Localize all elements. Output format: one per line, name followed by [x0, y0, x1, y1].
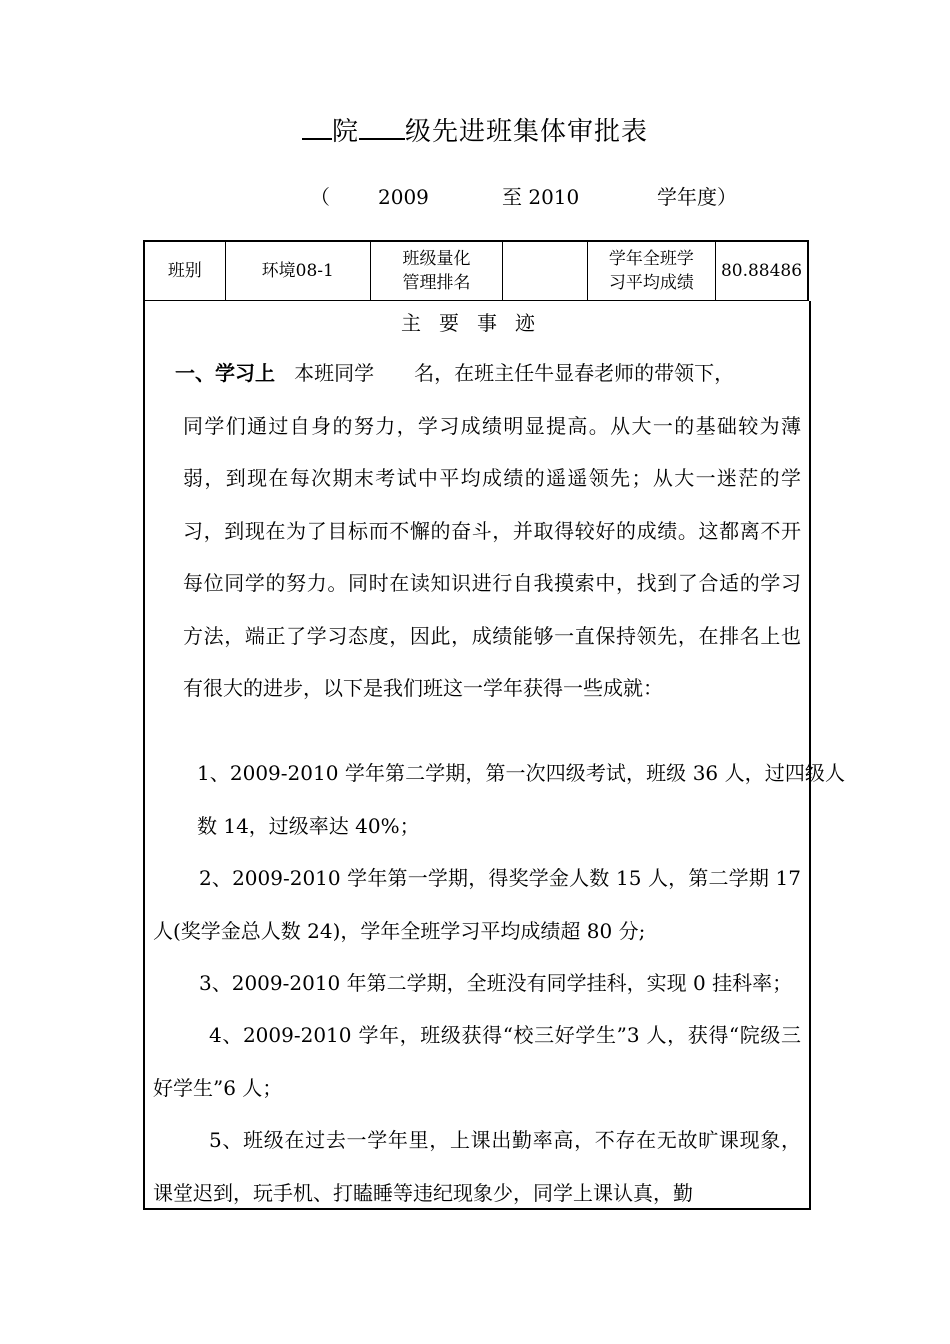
achievement-item-3: [153, 957, 847, 1010]
form-title: [0, 112, 950, 150]
study-paragraph: [175, 347, 801, 715]
achievement-item-4: [153, 1009, 801, 1114]
class-value: 环境08-1: [225, 241, 370, 301]
title-text: 级先进班集体审批表: [405, 117, 649, 147]
rank-label: [370, 241, 502, 301]
achievement-text-4: 4、2009-2010 学年，班级获得“校三好学生”3 人，获得“院级三好学生”6 人；: [153, 1023, 801, 1100]
year-end: 学年度）: [657, 185, 737, 209]
title-college-suffix: 院: [331, 117, 359, 147]
main-deeds-box: [143, 301, 845, 1210]
achievement-item-2: [153, 852, 801, 957]
study-body: 同学们通过自身的努力，学习成绩明显提高。从大一的基础较为薄弱，到现在每次期末考试中平均成绩的遥遥领先；从大一迷茫的学习，到现在为了目标而不懈的奋斗，并取得较好的成绩。这都离不开每位同学的努力。同时在读知识进行自我摸索中，找到了合适的学习方法，端正了学习态度，因此，成绩能够一直保持领先，在排名上也有很大的进步，以下是我们班这一学年获得一些成就：: [183, 413, 801, 700]
achievement-text-1: 1、2009-2010 学年第二学期，第一次四级考试，班级 36 人，过四级人数 14，过级率达 40%；: [197, 761, 845, 838]
study-lead: 一、学习上: [175, 361, 275, 385]
info-row: [144, 241, 808, 301]
rank-label-line1: 班级量化: [402, 249, 471, 269]
college-blank: [302, 112, 332, 140]
class-info-table: [143, 240, 809, 301]
section-title: 主要事迹: [401, 311, 553, 335]
avg-label: [587, 241, 715, 301]
achievement-text-5: 5、班级在过去一学年里，上课出勤率高，不存在无故旷课现象，课堂迟到，玩手机、打瞌睡等违纪现象少，同学上课认真，勤: [153, 1128, 801, 1205]
rank-value: [503, 241, 587, 301]
grade-blank: [359, 112, 405, 140]
year-open: （: [310, 185, 330, 209]
achievement-text-3: 3、2009-2010 年第二学期，全班没有同学挂科，实现 0 挂科率；: [199, 971, 793, 995]
avg-label-line2: 习平均成绩: [608, 273, 694, 293]
avg-value: 80.88486: [716, 241, 809, 301]
year-start: 2009: [378, 185, 429, 209]
rank-label-line2: 管理排名: [402, 273, 471, 293]
study-line1: 本班同学 名，在班主任牛显春老师的带领下，: [294, 361, 735, 385]
achievement-item-1: [153, 747, 845, 852]
class-label: 班别: [144, 241, 225, 301]
year-to: 至 2010: [502, 185, 580, 209]
achievement-item-5: [153, 1114, 801, 1219]
avg-label-line1: 学年全班学: [608, 249, 694, 269]
achievement-text-2: 2、2009-2010 学年第一学期，得奖学金人数 15 人，第二学期 17 人(奖学金总人数 24)，学年全班学习平均成绩超 80 分;: [153, 866, 801, 943]
